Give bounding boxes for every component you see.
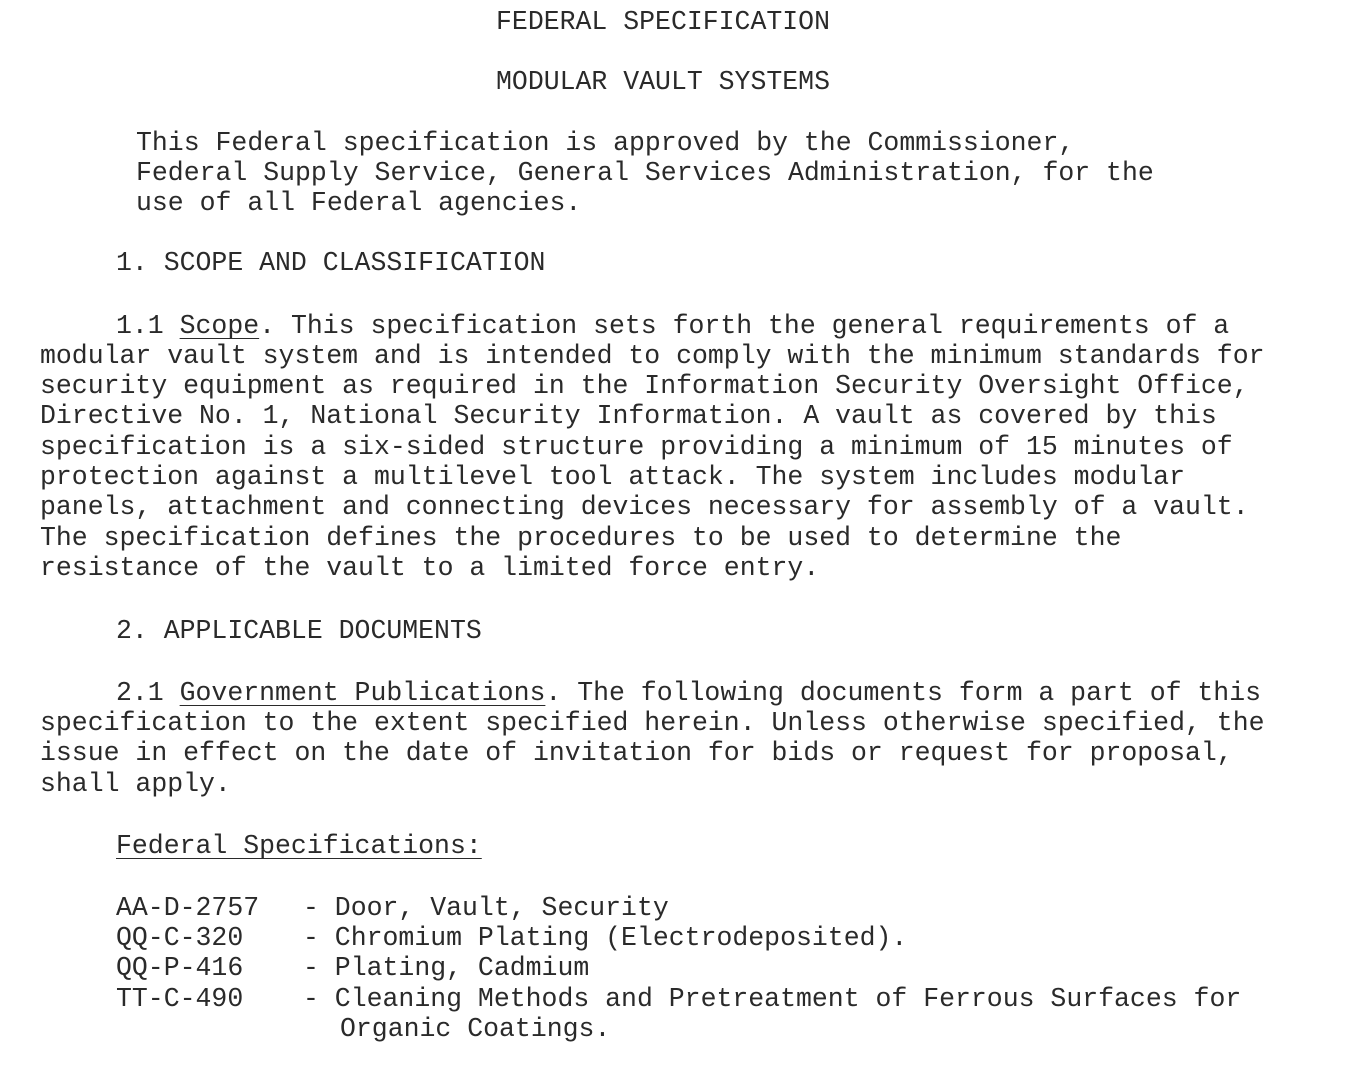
document-title: FEDERAL SPECIFICATION [496,7,830,37]
document-description: - Door, Vault, Security [303,893,669,923]
document-description-continuation: Organic Coatings. [340,1014,611,1044]
paragraph-line: protection against a multilevel tool attack. The system includes modular [40,462,1185,492]
approval-line: This Federal specification is approved by the Commissioner, [136,128,1075,158]
document-code: AA-D-2757 [116,893,260,923]
approval-line: Federal Supply Service, General Services Administration, for the [136,158,1154,188]
paragraph-line: issue in effect on the date of invitation for bids or request for proposal, [40,738,1233,768]
paragraph-first-line [116,678,1261,708]
paragraph-line: security equipment as required in the Information Security Oversight Office, [40,371,1249,401]
document-subtitle: MODULAR VAULT SYSTEMS [496,67,830,97]
paragraph-line: resistance of the vault to a limited force entry. [40,553,820,583]
document-description: - Chromium Plating (Electrodeposited). [303,923,908,953]
paragraph-line: specification is a six-sided structure providing a minimum of 15 minutes of [40,432,1233,462]
paragraph-line: Directive No. 1, National Security Information. A vault as covered by this [40,401,1217,431]
document-code: QQ-C-320 [116,923,244,953]
document-description: - Cleaning Methods and Pretreatment of Ferrous Surfaces for [303,984,1242,1014]
federal-specifications-heading [116,831,482,861]
paragraph-line: shall apply. [40,769,231,799]
document-code: QQ-P-416 [116,953,244,983]
paragraph-line: panels, attachment and connecting devices necessary for assembly of a vault. [40,492,1249,522]
section-2-heading: 2. APPLICABLE DOCUMENTS [116,616,482,646]
paragraph-line: modular vault system and is intended to comply with the minimum standards for [40,341,1265,371]
paragraph-first-line [116,311,1229,341]
approval-line: use of all Federal agencies. [136,188,582,218]
subsection-number: 1.1 [116,311,180,341]
list-heading-text: Federal Specifications: [116,831,482,861]
subsection-title: Government Publications [179,678,546,708]
subsection-title: Scope [179,311,260,341]
section-1-heading: 1. SCOPE AND CLASSIFICATION [116,248,546,278]
paragraph-line: The specification defines the procedures to be used to determine the [40,523,1122,553]
paragraph-line: specification to the extent specified herein. Unless otherwise specified, the [40,708,1265,738]
document-description: - Plating, Cadmium [303,953,590,983]
paragraph-text: . This specification sets forth the general requirements of a [259,311,1230,341]
paragraph-text: . The following documents form a part of this [545,678,1262,708]
subsection-number: 2.1 [116,678,180,708]
document-code: TT-C-490 [116,984,244,1014]
